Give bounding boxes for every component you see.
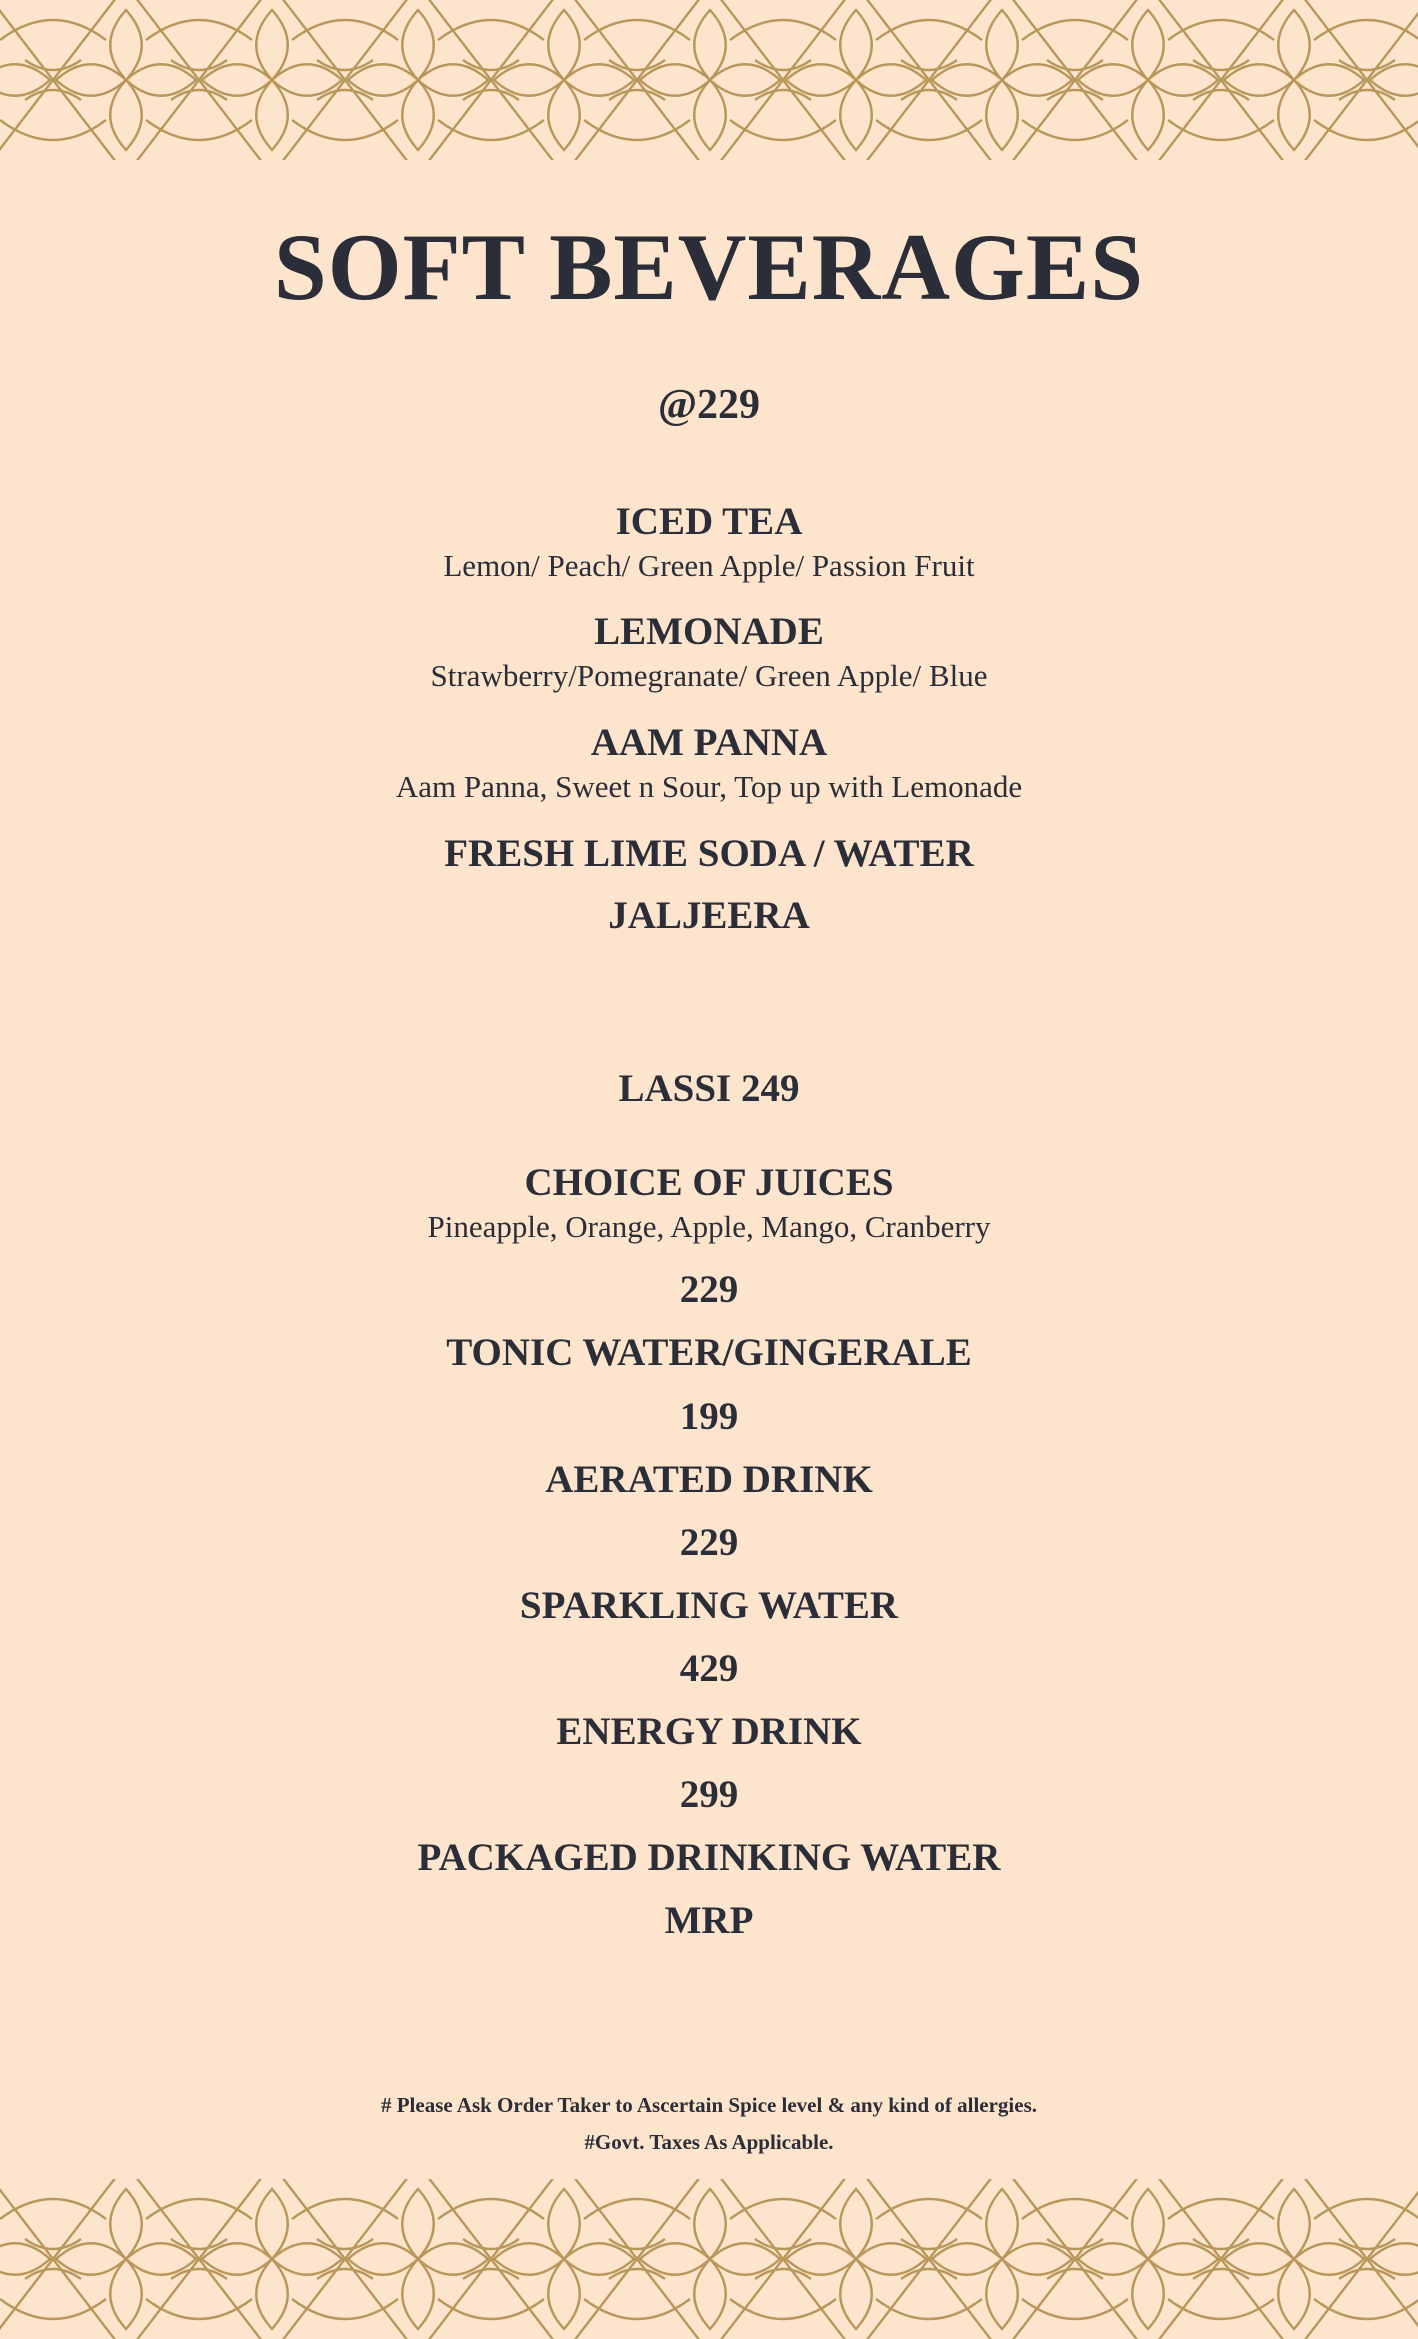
menu-item-energy-price: 299 xyxy=(679,1773,739,1816)
page-title: SOFT BEVERAGES xyxy=(273,214,1145,320)
menu-item-iced-tea: ICED TEA xyxy=(615,500,803,543)
menu-item-aerated-price: 229 xyxy=(679,1521,739,1564)
menu-item-lassi: LASSI 249 xyxy=(618,1067,800,1110)
ornamental-pattern-top-icon xyxy=(0,0,1418,160)
menu-item-lemonade: LEMONADE xyxy=(594,610,824,653)
menu-item-aam-panna-desc: Aam Panna, Sweet n Sour, Top up with Lemonade xyxy=(395,769,1023,804)
menu-item-juices: CHOICE OF JUICES xyxy=(524,1161,894,1204)
menu-item-juices-price: 229 xyxy=(679,1268,739,1311)
menu-item-aam-panna: AAM PANNA xyxy=(590,721,828,764)
ornamental-pattern-bottom-icon xyxy=(0,2179,1418,2339)
menu-item-sparkling-price: 429 xyxy=(679,1647,739,1690)
footer-note-allergies: # Please Ask Order Taker to Ascertain Spice level & any kind of allergies. xyxy=(380,2093,1038,2117)
menu-item-tonic: TONIC WATER/GINGERALE xyxy=(446,1331,972,1374)
menu-item-packaged-water: PACKAGED DRINKING WATER xyxy=(417,1836,1001,1879)
footer-note-taxes: #Govt. Taxes As Applicable. xyxy=(584,2130,834,2154)
menu-item-fresh-lime-soda: FRESH LIME SODA / WATER xyxy=(444,832,974,875)
menu-item-sparkling: SPARKLING WATER xyxy=(519,1584,899,1627)
menu-item-packaged-water-price: MRP xyxy=(664,1899,754,1942)
menu-item-energy: ENERGY DRINK xyxy=(556,1710,862,1753)
menu-item-jaljeera: JALJEERA xyxy=(608,894,810,937)
menu-item-aerated: AERATED DRINK xyxy=(545,1458,873,1501)
menu-item-iced-tea-desc: Lemon/ Peach/ Green Apple/ Passion Fruit xyxy=(443,548,975,583)
menu-item-lemonade-desc: Strawberry/Pomegranate/ Green Apple/ Blue xyxy=(430,658,988,693)
section-price: @229 xyxy=(657,382,761,428)
menu-item-juices-desc: Pineapple, Orange, Apple, Mango, Cranberry xyxy=(427,1209,991,1244)
menu-item-tonic-price: 199 xyxy=(679,1395,739,1438)
